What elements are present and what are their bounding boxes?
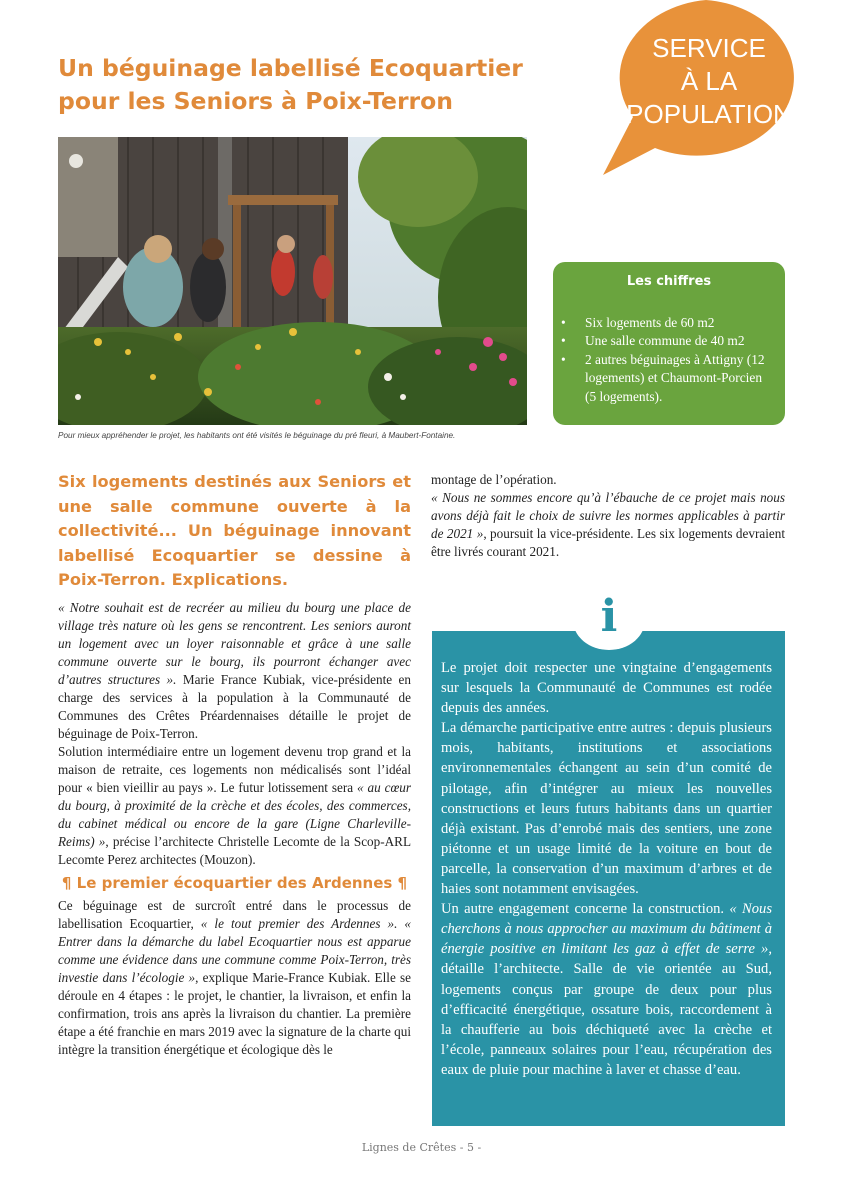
key-figure-item: • Six logements de 60 m2 [561,314,775,333]
bullet-icon: • [561,314,566,330]
article-lead: Six logements destinés aux Seniors et une salle commune ouverte à la collectivité... Un béguinage innovant labellisé Ecoquartier se dessine à Poix-Terron. Explications. [58,472,411,589]
paragraph-2: Solution intermédiaire entre un logement devenu trop grand et la maison de retraite, ces logements non médicalisés sont l’idéal pour « bien vieillir au pays ». Le futur lotissement sera « au cœur du bourg, à proximité de la crèche et des écoles, des commerces, du cabinet médical ou encore de la gare (Ligne Charleville-Reims) », précise l’architecte Christelle Lecomte de la Scop-ARL Lecomte Perez architectes (Mouzon). [58,744,412,867]
info-paragraph-1: Le projet doit respecter une vingtaine d’engagements sur lesquels la Communauté de Communes est rodée depuis des années. [441,660,772,717]
key-figures-title: Les chiffres [626,274,712,289]
badge-line-2: À LA [680,66,738,96]
article-column-2 [431,471,785,561]
title-line-1: Un béguinage labellisé Ecoquartier [58,54,523,82]
quote: « Notre souhait est de recréer au milieu du bourg une place de village très nature où les gens se rencontrent. Les seniors auront un logement avec un loyer raisonnable et grâce à une salle commune ouverte sur le bourg, ils pourront échanger avec d’autres structures ». [58,600,411,687]
quote: « Nous ne sommes encore qu’à l’ébauche de ce projet mais nous avons déjà fait le choix de suivre les normes applicables à partir de 2021 » [431,490,785,541]
paragraph-4: « Nous ne sommes encore qu’à l’ébauche de ce projet mais nous avons déjà fait le choix de suivre les normes applicables à partir de 2021 », poursuit la vice-présidente. Les six logements devraient être livrés courant 2021. [431,490,785,559]
bullet-icon: • [561,351,566,367]
quote: « le tout premier des Ardennes ». « Entrer dans la démarche du label Ecoquartier nous est apparue comme une évidence dans une commune comme Poix-Terron, très investie dans l’écologie » [58,916,412,985]
paragraph-1: « Notre souhait est de recréer au milieu du bourg une place de village très nature où les gens se rencontrent. Les seniors auront un logement avec un loyer raisonnable et grâce à une salle commune ouverte sur le bourg, ils pourront échanger avec d’autres structures ». Marie France Kubiak, vice-présidente en charge des services à la population à la Communauté de Communes des Crêtes Préardennaises détaille le projet de béguinage de Poix-Terron. [58,600,411,741]
page-footer: Lignes de Crêtes - 5 - [361,1141,482,1154]
subheading: ¶ Le premier écoquartier des Ardennes ¶ [61,874,408,892]
article-column-1 [58,599,411,1059]
section-badge [603,0,803,176]
bullet-icon: • [561,333,566,348]
info-box [432,631,785,1126]
key-figure-item: • Une salle commune de 40 m2 [561,332,775,351]
badge-line-1: SERVICE [652,33,766,63]
garden-photo [58,137,527,425]
key-figures-list [553,314,785,407]
info-paragraph-3: Un autre engagement concerne la construction. « Nous cherchons à nous approcher au maximum du bâtiment à énergie positive en limitant les gaz à effet de serre », détaille l’architecte. Salle de vie orientée au Sud, logements conçus par groupe de deux pour plus d’efficacité énergétique, ossature bois, raccordement à la chaufferie au bois déchiqueté avec la crèche et l’école, panneaux solaires pour l’eau, récupération des eaux de pluie pour machine à laver et chasse d’eau. [441,901,772,1078]
info-box-text [441,658,772,1080]
article-title [58,52,578,118]
title-line-2: pour les Seniors à Poix-Terron [58,87,454,115]
info-icon: i [600,591,618,642]
key-figure-item: • 2 autres béguinages à Attigny (12 logements) et Chaumont-Porcien (5 logements). [561,351,765,404]
info-paragraph-2: La démarche participative entre autres : depuis plusieurs mois, habitants, institutions et associations environnementales échangent au sein d’un comité de pilotage, afin d’intégrer au mieux les nouvelles constructions et leurs futurs habitants dans un quartier déjà existant. Pas d’enrobé mais des sentiers, une zone piétonne et un usage limité de la voiture en bout de parcelle, la conservation d’un maximum d’arbres et de haies sont notamment envisagées. [441,720,772,898]
photo-caption: Pour mieux appréhender le projet, les habitants ont été visités le béguinage du pré fleuri, à Maubert-Fontaine. [58,431,456,440]
quote: « Nous cherchons à nous approcher au maximum du bâtiment à énergie positive en limitant les gaz à effet de serre » [441,901,772,958]
paragraph-3: Ce béguinage est de surcroît entré dans le processus de labellisation Ecoquartier, « le tout premier des Ardennes ». « Entrer dans la démarche du label Ecoquartier nous est apparue comme une évidence dans une commune comme Poix-Terron, très investie dans l’écologie », explique Marie-France Kubiak. Elle se déroule en 4 étapes : le projet, le chantier, la livraison, et enfin la confirmation, trois ans après la livraison du chantier. La première étape a été franchie en mars 2019 avec la signature de la charte qui intègre la transition énergétique et écologique dès le [58,898,412,1057]
badge-line-3: POPULATION [626,99,792,129]
quote: « au cœur du bourg, à proximité de la crèche et des écoles, des commerces, du cabinet médical ou encore de la gare (Ligne Charleville-Reims) » [58,780,412,849]
key-figures-box [553,262,785,425]
paragraph-3-continued: montage de l’opération. [431,472,557,487]
